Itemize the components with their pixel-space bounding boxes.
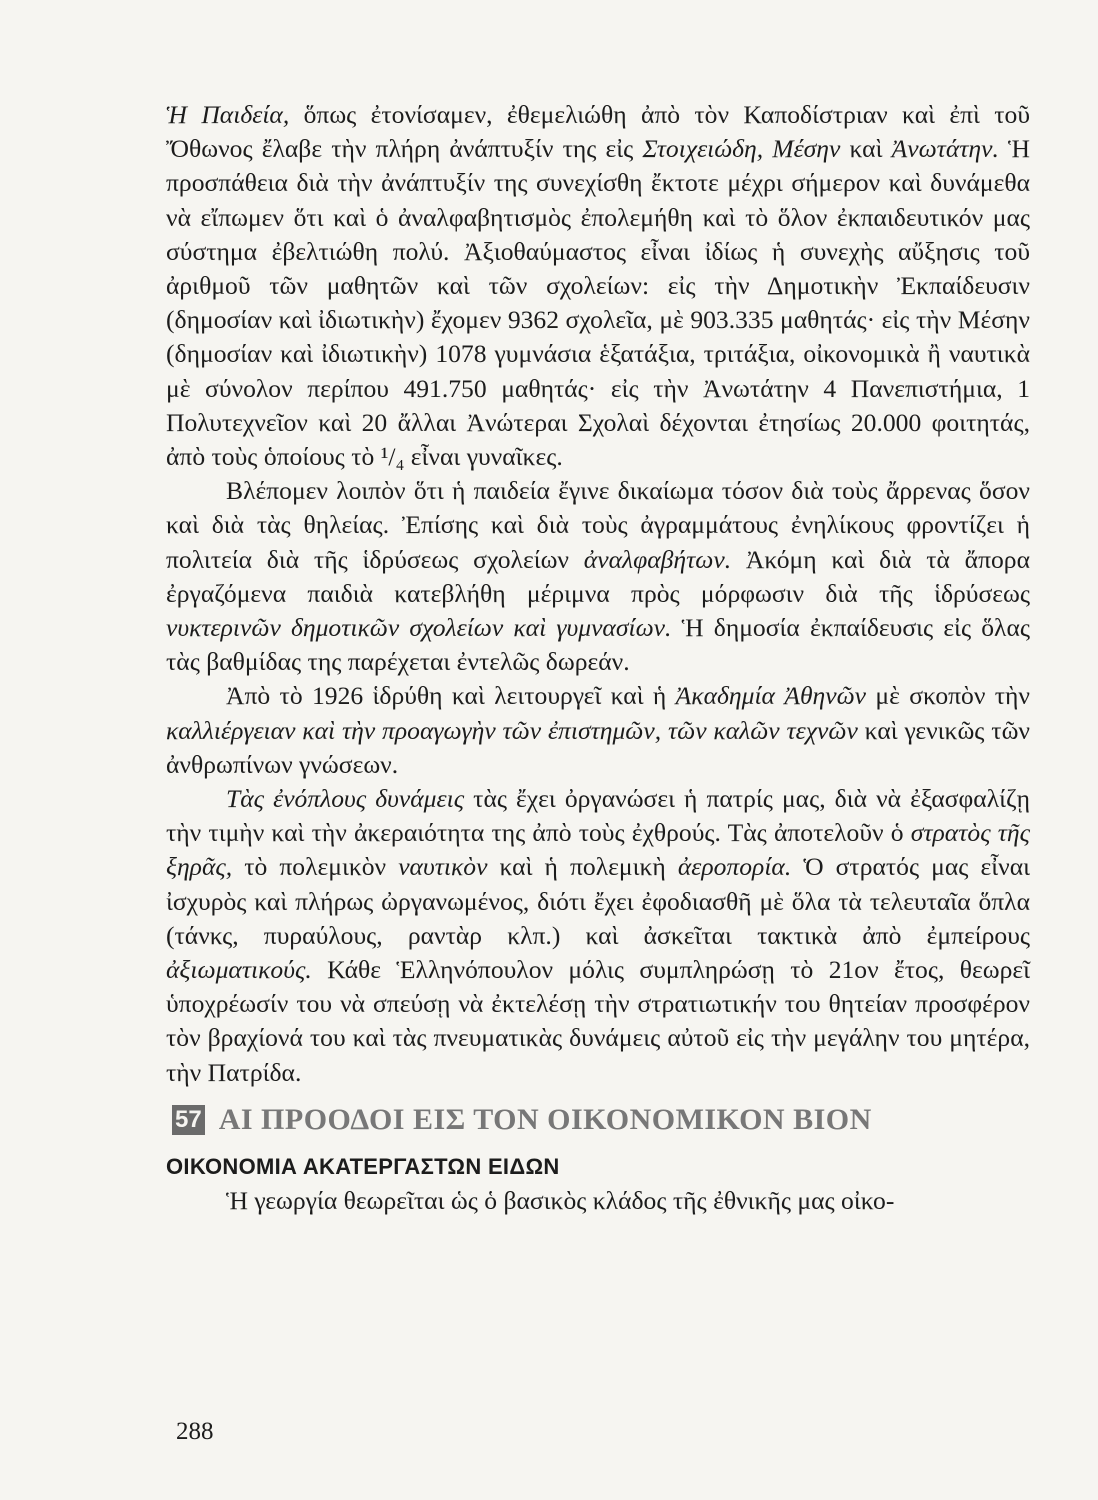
paragraph-agriculture: Ἡ γεωργία θεωρεῖται ὡς ὁ βασικὸς κλάδος τῆς ἐθνικῆς μας οἰκο- <box>226 1185 895 1215</box>
section-heading <box>166 1100 1030 1140</box>
subsection-heading: ΟΙΚΟΝΟΜΙΑ ΑΚΑΤΕΡΓΑΣΤΩΝ ΕΙΔΩΝ <box>166 1153 560 1179</box>
body-text <box>166 98 1030 1218</box>
page-number: 288 <box>176 1418 214 1445</box>
paragraph-education: Ἡ Παιδεία, ὅπως ἐτονίσαμεν, ἐθεμελιώθη ἀπὸ τὸν Καποδίστριαν καὶ ἐπὶ τοῦ Ὄθωνος ἔλαβε τὴν πλήρη ἀνάπτυξίν της εἰς Στοιχειώδη, Μέσην καὶ Ἀνωτάτην. Ἡ προσπάθεια διὰ τὴν ἀνάπτυξίν της συνεχίσθη ἔκτοτε μέχρι σήμερον καὶ δυνάμεθα νὰ εἴπωμεν ὅτι καὶ ὁ ἀναλφαβητισμὸς ἐπολεμήθη καὶ τὸ ὅλον ἐκπαιδευτικόν μας σύστημα ἐβελτιώθη πολύ. Ἀξιοθαύμαστος εἶναι ἰδίως ἡ συνεχὴς αὔξησις τοῦ ἀριθμοῦ τῶν μαθητῶν καὶ τῶν σχολείων: εἰς τὴν Δημοτικὴν Ἐκπαίδευσιν (δημοσίαν καὶ ἰδιωτικὴν) ἔχομεν 9362 σχολεῖα, μὲ 903.335 μαθητάς· εἰς τὴν Μέσην (δημοσίαν καὶ ἰδιωτικὴν) 1078 γυμνάσια ἑξατάξια, τριτάξια, οἰκονομικὰ ἢ ναυτικὰ μὲ σύνολον περίπου 491.750 μαθητάς· εἰς τὴν Ἀνωτάτην 4 Πανεπιστήμια, 1 Πολυτεχνεῖον καὶ 20 ἄλλαι Ἀνώτεραι Σχολαὶ δέχονται ἐτησίως 20.000 φοιτητάς, ἀπὸ τοὺς ὁποίους τὸ ¹/₄ εἶναι γυναῖκες. <box>166 100 1030 472</box>
paragraph-literacy: Βλέπομεν λοιπὸν ὅτι ἡ παιδεία ἔγινε δικαίωμα τόσον διὰ τοὺς ἄρρενας ὅσον καὶ διὰ τὰς θηλείας. Ἐπίσης καὶ διὰ τοὺς ἀγραμμάτους ἐνηλίκους φροντίζει ἡ πολιτεία διὰ τῆς ἱδρύσεως σχολείων ἀναλφαβήτων. Ἀκόμη καὶ διὰ τὰ ἄπορα ἐργαζόμενα παιδιὰ κατεβλήθη μέριμνα πρὸς μόρφωσιν διὰ τῆς ἱδρύσεως νυκτερινῶν δημοτικῶν σχολείων καὶ γυμνασίων. Ἡ δημοσία ἐκπαίδευσις εἰς ὅλας τὰς βαθμίδας της παρέχεται ἐντελῶς δωρεάν. <box>166 476 1031 677</box>
paragraph-armed-forces: Τὰς ἐνόπλους δυνάμεις τὰς ἔχει ὀργανώσει ἡ πατρίς μας, διὰ νὰ ἐξασφαλίζῃ τὴν τιμὴν καὶ τὴν ἀκεραιότητα της ἀπὸ τοὺς ἐχθρούς. Τὰς ἀποτελοῦν ὁ στρατὸς τῆς ξηρᾶς, τὸ πολεμικὸν ναυτικὸν καὶ ἡ πολεμικὴ ἀεροπορία. Ὁ στρατός μας εἶναι ἰσχυρὸς καὶ πλήρως ὠργανωμένος, διότι ἔχει ἐφοδιασθῆ μὲ ὅλα τὰ τελευταῖα ὅπλα (τάνκς, πυραύλους, ραντὰρ κλπ.) καὶ ἀσκεῖται τακτικὰ ἀπὸ ἐμπείρους ἀξιωματικούς. Κάθε Ἑλληνόπουλον μόλις συμπληρώσῃ τὸ 21ον ἔτος, θεωρεῖ ὑποχρέωσίν του νὰ σπεύσῃ νὰ ἐκτελέσῃ τὴν στρατιωτικήν του θητείαν προσφέρον τὸν βραχίονά του καὶ τὰς πνευματικὰς δυνάμεις αὐτοῦ εἰς τὴν μεγάλην του μητέρα, τὴν Πατρίδα. <box>166 784 1030 1087</box>
paragraph-academy: Ἀπὸ τὸ 1926 ἱδρύθη καὶ λειτουργεῖ καὶ ἡ Ἀκαδημία Ἀθηνῶν μὲ σκοπὸν τὴν καλλιέργειαν καὶ τὴν προαγωγὴν τῶν ἐπιστημῶν, τῶν καλῶν τεχνῶν καὶ γενικῶς τῶν ἀνθρωπίνων γνώσεων. <box>166 681 1030 779</box>
section-title: ΑΙ ΠΡΟΟΔΟΙ ΕΙΣ ΤΟΝ ΟΙΚΟΝΟΜΙΚΟΝ ΒΙΟΝ <box>218 1102 872 1136</box>
section-number-badge: 57 <box>172 1105 205 1135</box>
